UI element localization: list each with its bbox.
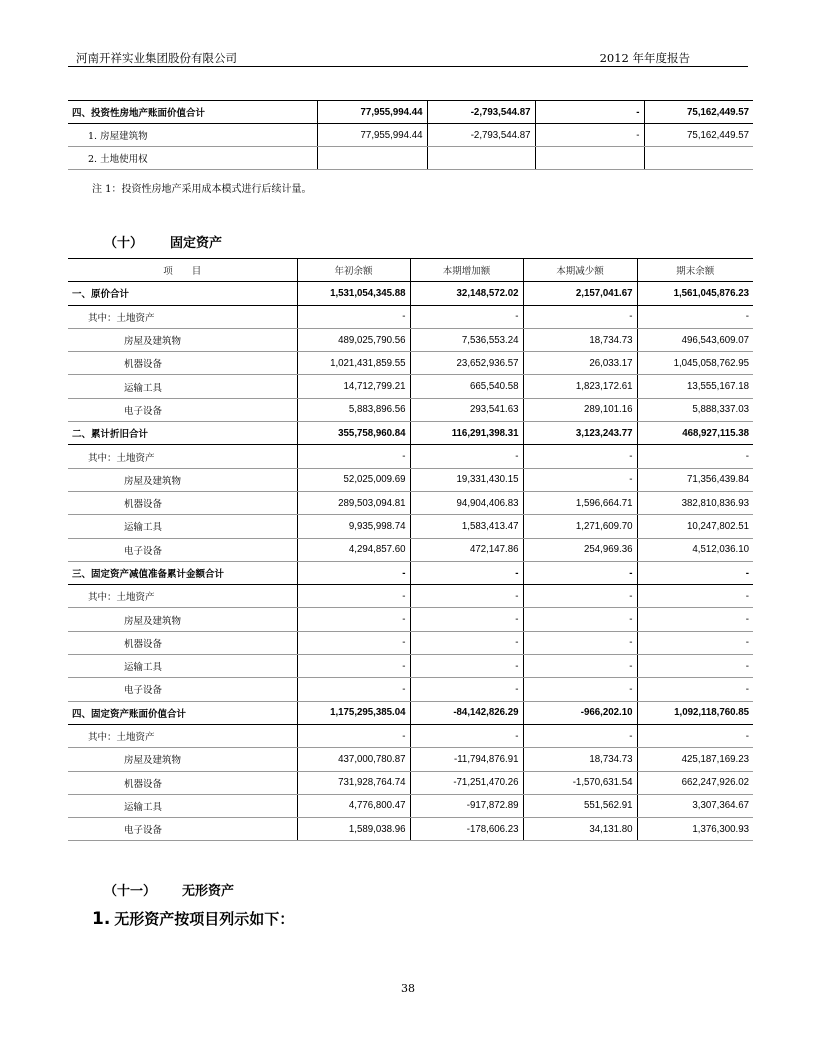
table-cell: -: [523, 608, 637, 631]
table-cell: 496,543,609.07: [637, 328, 753, 351]
table-cell: 94,904,406.83: [410, 491, 523, 514]
table-row: [68, 491, 753, 514]
table-cell: 18,734.73: [523, 328, 637, 351]
table-header-row: [68, 259, 753, 282]
table-row: [68, 561, 753, 584]
table-cell: -: [410, 445, 523, 468]
section-10-title: 固定资产: [170, 236, 223, 251]
table-cell: -: [297, 561, 410, 584]
table-cell: -: [297, 445, 410, 468]
table-cell: -: [297, 678, 410, 701]
table-cell: -917,872.89: [410, 794, 523, 817]
table-cell: 23,652,936.57: [410, 352, 523, 375]
table-cell: 77,955,994.44: [317, 101, 427, 124]
table-cell: 289,503,094.81: [297, 491, 410, 514]
row-label: 电子设备: [68, 678, 297, 701]
table-cell: -: [410, 305, 523, 328]
table-cell: 472,147.86: [410, 538, 523, 561]
subheading: [92, 908, 294, 929]
row-label: 房屋及建筑物: [68, 748, 297, 771]
table-row: [68, 328, 753, 351]
table-row: [68, 538, 753, 561]
table-cell: 32,148,572.02: [410, 282, 523, 305]
row-label: 电子设备: [68, 818, 297, 841]
column-header: 本期减少额: [523, 259, 637, 282]
table-row: [68, 515, 753, 538]
table-cell: -: [523, 445, 637, 468]
table-cell: 5,883,896.56: [297, 398, 410, 421]
table-row: [68, 282, 753, 305]
table-cell: -: [410, 678, 523, 701]
table-cell: -: [523, 724, 637, 747]
table-row: [68, 631, 753, 654]
table-cell: 4,776,800.47: [297, 794, 410, 817]
table-cell: 1,092,118,760.85: [637, 701, 753, 724]
table-cell: [644, 147, 753, 170]
fixed-assets-table: [68, 258, 753, 841]
table-cell: 4,294,857.60: [297, 538, 410, 561]
row-label: 1. 房屋建筑物: [68, 124, 317, 147]
row-label: 运输工具: [68, 794, 297, 817]
table-cell: 18,734.73: [523, 748, 637, 771]
row-label: 机器设备: [68, 771, 297, 794]
table-cell: 289,101.16: [523, 398, 637, 421]
table-cell: 1,045,058,762.95: [637, 352, 753, 375]
table-cell: -: [637, 305, 753, 328]
table-cell: -: [297, 585, 410, 608]
table-cell: 77,955,994.44: [317, 124, 427, 147]
table-cell: -: [410, 655, 523, 678]
table-row: [68, 585, 753, 608]
table-cell: 9,935,998.74: [297, 515, 410, 538]
table-cell: -: [297, 655, 410, 678]
table-cell: -84,142,826.29: [410, 701, 523, 724]
table-cell: -: [637, 655, 753, 678]
table-cell: -966,202.10: [523, 701, 637, 724]
company-name: 河南开祥实业集团股份有限公司: [76, 51, 237, 65]
section-10-number: （十）: [104, 236, 144, 251]
table-row: [68, 771, 753, 794]
note-text: 注 1：投资性房地产采用成本模式进行后续计量。: [92, 184, 312, 195]
table-cell: 1,561,045,876.23: [637, 282, 753, 305]
row-label: 机器设备: [68, 352, 297, 375]
table-cell: 75,162,449.57: [644, 101, 753, 124]
table-cell: 665,540.58: [410, 375, 523, 398]
row-label: 电子设备: [68, 398, 297, 421]
table-cell: -: [637, 631, 753, 654]
table-cell: 1,589,038.96: [297, 818, 410, 841]
header-divider: [68, 66, 748, 67]
table-cell: 2,157,041.67: [523, 282, 637, 305]
table-row: [68, 398, 753, 421]
table-cell: 75,162,449.57: [644, 124, 753, 147]
investment-property-table: [68, 100, 753, 170]
row-label: 一、原价合计: [68, 282, 297, 305]
table-cell: -: [410, 585, 523, 608]
table-cell: -: [523, 631, 637, 654]
table-cell: -71,251,470.26: [410, 771, 523, 794]
table-cell: -2,793,544.87: [427, 124, 535, 147]
table-cell: -: [523, 561, 637, 584]
table-cell: -: [410, 608, 523, 631]
table-cell: 1,271,609.70: [523, 515, 637, 538]
table-row: [68, 101, 753, 124]
row-label: 房屋及建筑物: [68, 328, 297, 351]
table-cell: 1,175,295,385.04: [297, 701, 410, 724]
table-cell: 731,928,764.74: [297, 771, 410, 794]
table-cell: 1,823,172.61: [523, 375, 637, 398]
table-row: [68, 608, 753, 631]
section-11-title: 无形资产: [182, 884, 235, 899]
table-cell: 382,810,836.93: [637, 491, 753, 514]
column-header: 期末余额: [637, 259, 753, 282]
row-label: 运输工具: [68, 655, 297, 678]
column-header: 项 目: [68, 259, 297, 282]
table-row: [68, 305, 753, 328]
table-cell: -: [410, 631, 523, 654]
table-cell: -: [523, 678, 637, 701]
column-header: 本期增加额: [410, 259, 523, 282]
table-row: [68, 147, 753, 170]
row-label: 房屋及建筑物: [68, 608, 297, 631]
table-cell: 1,531,054,345.88: [297, 282, 410, 305]
table-row: [68, 678, 753, 701]
subheading-text: 无形资产按项目列示如下：: [114, 910, 295, 928]
table-cell: 5,888,337.03: [637, 398, 753, 421]
table-cell: 71,356,439.84: [637, 468, 753, 491]
row-label: 机器设备: [68, 491, 297, 514]
table-cell: 551,562.91: [523, 794, 637, 817]
table-cell: -: [637, 724, 753, 747]
report-title: 2012 年年度报告: [599, 51, 690, 65]
column-header: 年初余额: [297, 259, 410, 282]
row-label: 其中：土地资产: [68, 585, 297, 608]
page-header: [68, 48, 748, 66]
section-11-number: （十一）: [104, 884, 157, 899]
table-cell: 14,712,799.21: [297, 375, 410, 398]
table-cell: 116,291,398.31: [410, 422, 523, 445]
table-row: [68, 352, 753, 375]
table-cell: -: [637, 445, 753, 468]
table-cell: 10,247,802.51: [637, 515, 753, 538]
row-label: 四、固定资产账面价值合计: [68, 701, 297, 724]
table-cell: 34,131.80: [523, 818, 637, 841]
table-cell: -: [297, 305, 410, 328]
row-label: 运输工具: [68, 515, 297, 538]
table-cell: 468,927,115.38: [637, 422, 753, 445]
table-cell: -: [523, 305, 637, 328]
table-cell: 293,541.63: [410, 398, 523, 421]
table-cell: 489,025,790.56: [297, 328, 410, 351]
table-row: [68, 794, 753, 817]
table-row: [68, 445, 753, 468]
table-cell: 662,247,926.02: [637, 771, 753, 794]
table-cell: 3,123,243.77: [523, 422, 637, 445]
table-cell: -: [637, 585, 753, 608]
table-cell: -11,794,876.91: [410, 748, 523, 771]
table-cell: -: [523, 468, 637, 491]
table-cell: 52,025,009.69: [297, 468, 410, 491]
table-cell: [317, 147, 427, 170]
table-cell: 254,969.36: [523, 538, 637, 561]
table-cell: 4,512,036.10: [637, 538, 753, 561]
row-label: 二、累计折旧合计: [68, 422, 297, 445]
table-cell: [427, 147, 535, 170]
table-cell: -178,606.23: [410, 818, 523, 841]
table-row: [68, 701, 753, 724]
table-cell: 437,000,780.87: [297, 748, 410, 771]
table-cell: 1,021,431,859.55: [297, 352, 410, 375]
row-label: 其中：土地资产: [68, 305, 297, 328]
row-label: 机器设备: [68, 631, 297, 654]
row-label: 其中：土地资产: [68, 724, 297, 747]
table-cell: 355,758,960.84: [297, 422, 410, 445]
table-cell: -: [523, 585, 637, 608]
table-cell: -1,570,631.54: [523, 771, 637, 794]
table-row: [68, 375, 753, 398]
table-row: [68, 422, 753, 445]
table-cell: -: [637, 561, 753, 584]
row-label: 2. 土地使用权: [68, 147, 317, 170]
row-label: 四、投资性房地产账面价值合计: [68, 101, 317, 124]
table-cell: 19,331,430.15: [410, 468, 523, 491]
table-cell: 26,033.17: [523, 352, 637, 375]
row-label: 其中：土地资产: [68, 445, 297, 468]
table-cell: -: [297, 608, 410, 631]
table-row: [68, 655, 753, 678]
table-cell: -: [523, 655, 637, 678]
table-row: [68, 724, 753, 747]
table-cell: -: [535, 101, 644, 124]
table-cell: -: [410, 724, 523, 747]
table-cell: 1,376,300.93: [637, 818, 753, 841]
table-cell: 1,583,413.47: [410, 515, 523, 538]
row-label: 三、固定资产减值准备累计金额合计: [68, 561, 297, 584]
row-label: 运输工具: [68, 375, 297, 398]
table-cell: 425,187,169.23: [637, 748, 753, 771]
table-cell: 7,536,553.24: [410, 328, 523, 351]
table-row: [68, 818, 753, 841]
table-cell: -: [637, 608, 753, 631]
row-label: 电子设备: [68, 538, 297, 561]
table-cell: 13,555,167.18: [637, 375, 753, 398]
row-label: 房屋及建筑物: [68, 468, 297, 491]
table-row: [68, 468, 753, 491]
table-row: [68, 124, 753, 147]
page-number: 38: [401, 982, 415, 995]
table-cell: -: [297, 631, 410, 654]
table-cell: -: [535, 124, 644, 147]
table-row: [68, 748, 753, 771]
table-cell: -: [297, 724, 410, 747]
table-cell: -: [410, 561, 523, 584]
subheading-number: 1.: [92, 909, 111, 929]
table-cell: -2,793,544.87: [427, 101, 535, 124]
table-cell: 3,307,364.67: [637, 794, 753, 817]
table-cell: [535, 147, 644, 170]
table-cell: -: [637, 678, 753, 701]
table-cell: 1,596,664.71: [523, 491, 637, 514]
